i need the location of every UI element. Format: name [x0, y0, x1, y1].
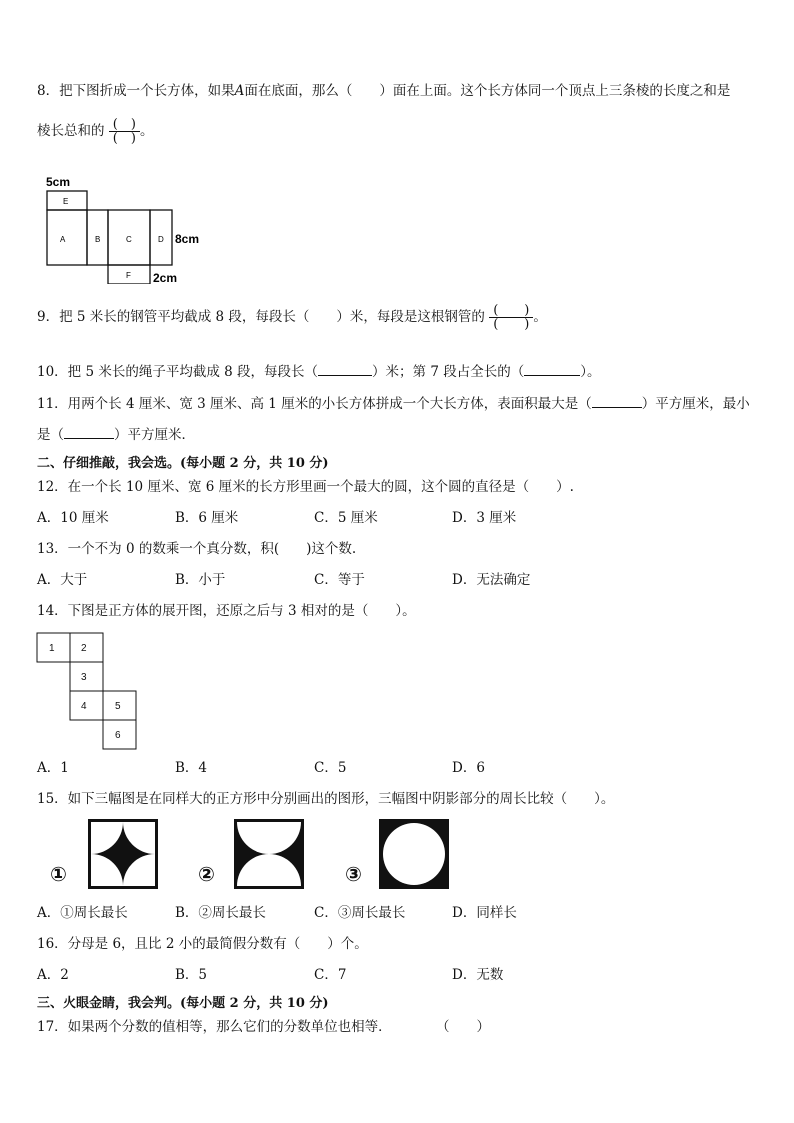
net-label-bottom: 2cm — [153, 271, 178, 284]
q10-answer-blank[interactable] — [524, 375, 580, 376]
q12-text: 12．在一个长 10 厘米、宽 6 厘米的长方形里画一个最大的圆，这个圆的直径是（ ）. — [37, 479, 574, 495]
q10-line — [37, 363, 600, 381]
q14-cell-label: 4 — [81, 701, 87, 712]
q10-text-a: 10．把 5 米长的绳子平均截成 8 段，每段长（ — [37, 364, 319, 380]
q15-label-1: ① — [50, 862, 67, 886]
q10-answer-blank[interactable] — [318, 375, 372, 376]
q9-frac-denominator: ( ) — [493, 317, 530, 332]
q15-figure-1 — [88, 819, 158, 889]
q14-cell-label: 2 — [81, 643, 87, 654]
net-face-a — [47, 210, 87, 265]
q13-option-b[interactable]: B．小于 — [175, 572, 226, 588]
q16-option-d[interactable]: D．无数 — [452, 967, 504, 983]
q16-option-b[interactable]: B．5 — [175, 967, 208, 983]
q8-italic-a: A — [234, 83, 245, 99]
q14-cell-label: 5 — [115, 701, 121, 712]
q8-line2 — [37, 118, 153, 145]
q17-answer-blank[interactable]: （ ） — [436, 1019, 490, 1035]
q14-text: 14．下图是正方体的展开图，还原之后与 3 相对的是（ ）。 — [37, 603, 416, 619]
q17-text: 17．如果两个分数的值相等，那么它们的分数单位也相等． — [37, 1019, 392, 1035]
q13-text: 13．一个不为 0 的数乘一个真分数，积( )这个数. — [37, 541, 357, 557]
q8-fraction — [109, 118, 140, 145]
q8-text-c: 棱长总和的 — [37, 123, 105, 139]
q10-text-b: ）米；第 7 段占全长的（ — [372, 364, 525, 380]
q9-end: 。 — [533, 309, 547, 325]
net-face-label: E — [63, 197, 69, 206]
q14-cell-label: 6 — [115, 730, 121, 741]
net-face-label: B — [95, 235, 101, 244]
q14-cube-net — [36, 632, 140, 752]
q8-end: 。 — [139, 123, 154, 139]
q14-cell-label: 1 — [49, 643, 55, 654]
q14-cell-label: 3 — [81, 672, 87, 683]
q8-line1 — [37, 82, 730, 100]
q15-figure-3 — [379, 819, 449, 889]
q16-option-c[interactable]: C．7 — [314, 967, 347, 983]
q14-option-c[interactable]: C．5 — [314, 760, 347, 776]
q8-net-figure — [40, 172, 220, 284]
q12-option-a[interactable]: A．10 厘米 — [37, 510, 109, 526]
q9-frac-numerator: ( ) — [489, 304, 533, 318]
q8-text-a: 8．把下图折成一个长方体，如果 — [37, 83, 235, 99]
net-face-label: A — [60, 235, 66, 244]
q12-option-b[interactable]: B．6 厘米 — [175, 510, 239, 526]
q10-text-c: ）。 — [580, 364, 601, 380]
net-face-label: C — [126, 235, 132, 244]
q12-option-d[interactable]: D．3 厘米 — [452, 510, 517, 526]
q8-frac-numerator: ( ) — [109, 118, 140, 132]
q15-figure-2 — [234, 819, 304, 889]
q14-option-d[interactable]: D．6 — [452, 760, 485, 776]
q13-option-d[interactable]: D．无法确定 — [452, 572, 531, 588]
q12-option-c[interactable]: C．5 厘米 — [314, 510, 378, 526]
section-3-heading: 三、火眼金睛，我会判。(每小题 2 分，共 10 分) — [37, 996, 329, 1011]
net-label-right: 8cm — [175, 232, 200, 246]
q11-text-b: ）平方厘米，最小 — [641, 396, 750, 412]
q15-option-b[interactable]: B．②周长最长 — [175, 905, 266, 921]
q15-text: 15．如下三幅图是在同样大的正方形中分别画出的图形，三幅图中阴影部分的周长比较（ ）。 — [37, 791, 615, 807]
q8-frac-denominator: ( ) — [112, 131, 136, 146]
q11-text-d: ）平方厘米． — [114, 427, 195, 443]
q16-option-a[interactable]: A．2 — [37, 967, 69, 983]
q13-option-c[interactable]: C．等于 — [314, 572, 365, 588]
q11-answer-blank[interactable] — [592, 407, 642, 408]
q13-option-a[interactable]: A．大于 — [37, 572, 88, 588]
q11-answer-blank[interactable] — [64, 438, 114, 439]
q11-line2 — [37, 426, 195, 444]
net-label-top: 5cm — [46, 175, 71, 189]
section-2-heading: 二、仔细推敲，我会选。(每小题 2 分，共 10 分) — [37, 456, 329, 471]
q9-line — [37, 304, 547, 331]
q9-fraction — [489, 304, 533, 331]
q14-option-a[interactable]: A．1 — [37, 760, 69, 776]
q15-label-2: ② — [198, 862, 215, 886]
net-face-label: F — [126, 271, 131, 280]
q8-text-b: 面在底面，那么（ ）面在上面。这个长方体同一个顶点上三条棱的长度之和是 — [244, 83, 731, 99]
q11-text-c: 是（ — [37, 427, 64, 443]
q11-line1 — [37, 395, 750, 413]
q9-text: 9．把 5 米长的钢管平均截成 8 段，每段长（ ）米，每段是这根钢管的 — [37, 309, 485, 325]
q15-option-c[interactable]: C．③周长最长 — [314, 905, 406, 921]
q14-option-b[interactable]: B．4 — [175, 760, 208, 776]
q15-option-d[interactable]: D．同样长 — [452, 905, 517, 921]
net-face-label: D — [158, 235, 164, 244]
q16-text: 16．分母是 6，且比 2 小的最简假分数有（ ）个。 — [37, 936, 368, 952]
q11-text-a: 11．用两个长 4 厘米、宽 3 厘米、高 1 厘米的小长方体拼成一个大长方体，表面积最大是（ — [37, 396, 592, 412]
q15-label-3: ③ — [345, 862, 362, 886]
q15-option-a[interactable]: A．①周长最长 — [37, 905, 128, 921]
